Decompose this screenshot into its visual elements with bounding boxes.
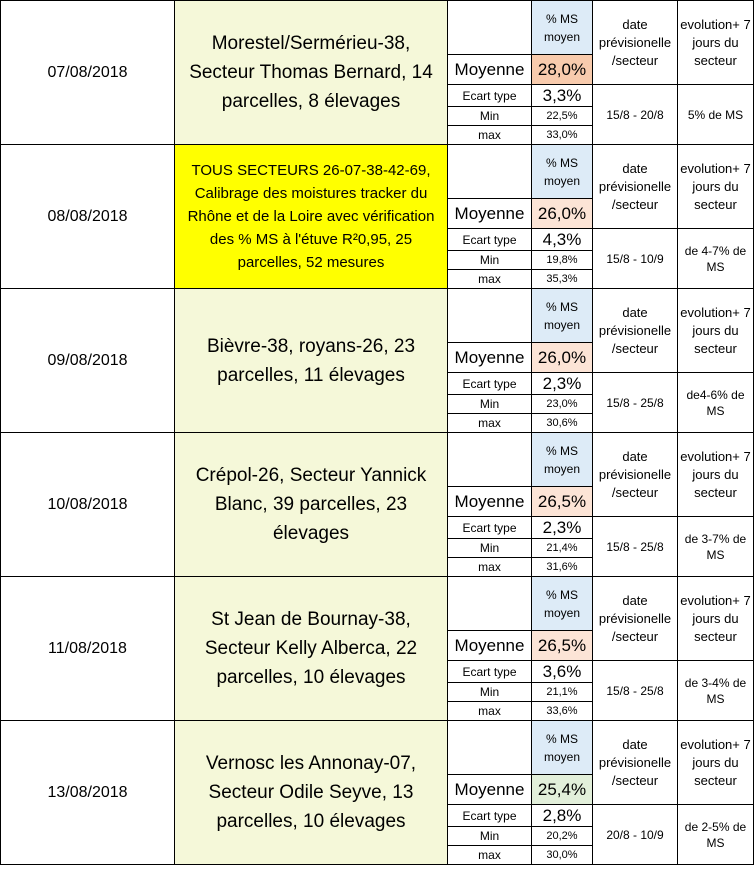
row-date-range: 15/8 - 20/8: [593, 85, 678, 145]
label-ecart-type: Ecart type: [448, 373, 532, 395]
label-max: max: [448, 702, 532, 721]
value-min: 19,8%: [532, 251, 593, 270]
row-date: 07/08/2018: [1, 1, 175, 145]
empty-cell: [448, 721, 532, 775]
value-max: 35,3%: [532, 270, 593, 289]
header-evolution: evolution+ 7 jours du secteur: [678, 577, 754, 661]
label-min: Min: [448, 683, 532, 702]
empty-cell: [448, 145, 532, 199]
row-description: TOUS SECTEURS 26-07-38-42-69, Calibrage des moistures tracker du Rhône et de la Loire avec vérification des % MS à l'étuve R²0,95, 25 parcelles, 52 mesures: [175, 145, 448, 289]
label-min: Min: [448, 395, 532, 414]
value-moyenne: 26,0%: [532, 343, 593, 373]
label-ecart-type: Ecart type: [448, 805, 532, 827]
table-row: [1, 433, 754, 487]
label-moyenne: Moyenne: [448, 55, 532, 85]
row-evolution: de 4-7% de MS: [678, 229, 754, 289]
value-max: 30,0%: [532, 846, 593, 865]
empty-cell: [448, 1, 532, 55]
row-date-range: 15/8 - 25/8: [593, 661, 678, 721]
header-date-prev: date prévisionelle /secteur: [593, 721, 678, 805]
value-ecart-type: 2,3%: [532, 517, 593, 539]
header-evolution: evolution+ 7 jours du secteur: [678, 1, 754, 85]
label-ecart-type: Ecart type: [448, 85, 532, 107]
table-row: [1, 577, 754, 631]
value-min: 21,1%: [532, 683, 593, 702]
value-max: 31,6%: [532, 558, 593, 577]
header-pct-ms: % MS moyen: [532, 577, 593, 631]
row-evolution: de4-6% de MS: [678, 373, 754, 433]
header-date-prev: date prévisionelle /secteur: [593, 289, 678, 373]
row-description: Morestel/Sermérieu-38, Secteur Thomas Bernard, 14 parcelles, 8 élevages: [175, 1, 448, 145]
row-evolution: de 2-5% de MS: [678, 805, 754, 865]
value-moyenne: 26,5%: [532, 631, 593, 661]
row-date: 10/08/2018: [1, 433, 175, 577]
row-evolution: de 3-7% de MS: [678, 517, 754, 577]
row-description: St Jean de Bournay-38, Secteur Kelly Alberca, 22 parcelles, 10 élevages: [175, 577, 448, 721]
header-evolution: evolution+ 7 jours du secteur: [678, 145, 754, 229]
value-max: 33,6%: [532, 702, 593, 721]
table-row: [1, 1, 754, 55]
value-min: 23,0%: [532, 395, 593, 414]
label-min: Min: [448, 539, 532, 558]
value-moyenne: 28,0%: [532, 55, 593, 85]
label-max: max: [448, 126, 532, 145]
header-pct-ms: % MS moyen: [532, 433, 593, 487]
label-max: max: [448, 414, 532, 433]
label-ecart-type: Ecart type: [448, 229, 532, 251]
row-date-range: 15/8 - 10/9: [593, 229, 678, 289]
header-pct-ms: % MS moyen: [532, 721, 593, 775]
value-moyenne: 25,4%: [532, 775, 593, 805]
value-min: 21,4%: [532, 539, 593, 558]
table-body: [1, 1, 754, 865]
label-ecart-type: Ecart type: [448, 517, 532, 539]
table-row: [1, 145, 754, 199]
label-max: max: [448, 558, 532, 577]
row-date-range: 15/8 - 25/8: [593, 517, 678, 577]
value-ecart-type: 3,3%: [532, 85, 593, 107]
table-row: [1, 721, 754, 775]
row-evolution: de 3-4% de MS: [678, 661, 754, 721]
row-date: 08/08/2018: [1, 145, 175, 289]
value-ecart-type: 2,8%: [532, 805, 593, 827]
header-evolution: evolution+ 7 jours du secteur: [678, 289, 754, 373]
label-moyenne: Moyenne: [448, 631, 532, 661]
row-date: 11/08/2018: [1, 577, 175, 721]
row-date-range: 15/8 - 25/8: [593, 373, 678, 433]
empty-cell: [448, 289, 532, 343]
header-date-prev: date prévisionelle /secteur: [593, 577, 678, 661]
row-date-range: 20/8 - 10/9: [593, 805, 678, 865]
value-max: 33,0%: [532, 126, 593, 145]
header-date-prev: date prévisionelle /secteur: [593, 145, 678, 229]
header-pct-ms: % MS moyen: [532, 289, 593, 343]
value-ecart-type: 2,3%: [532, 373, 593, 395]
header-date-prev: date prévisionelle /secteur: [593, 433, 678, 517]
value-ecart-type: 4,3%: [532, 229, 593, 251]
label-moyenne: Moyenne: [448, 343, 532, 373]
row-description: Crépol-26, Secteur Yannick Blanc, 39 parcelles, 23 élevages: [175, 433, 448, 577]
label-max: max: [448, 846, 532, 865]
label-min: Min: [448, 251, 532, 270]
row-description: Bièvre-38, royans-26, 23 parcelles, 11 élevages: [175, 289, 448, 433]
header-date-prev: date prévisionelle /secteur: [593, 1, 678, 85]
label-moyenne: Moyenne: [448, 487, 532, 517]
row-date: 13/08/2018: [1, 721, 175, 865]
header-evolution: evolution+ 7 jours du secteur: [678, 433, 754, 517]
value-ecart-type: 3,6%: [532, 661, 593, 683]
table-row: [1, 289, 754, 343]
row-evolution: 5% de MS: [678, 85, 754, 145]
empty-cell: [448, 433, 532, 487]
value-moyenne: 26,5%: [532, 487, 593, 517]
value-max: 30,6%: [532, 414, 593, 433]
row-description: Vernosc les Annonay-07, Secteur Odile Seyve, 13 parcelles, 10 élevages: [175, 721, 448, 865]
header-evolution: evolution+ 7 jours du secteur: [678, 721, 754, 805]
header-pct-ms: % MS moyen: [532, 145, 593, 199]
label-ecart-type: Ecart type: [448, 661, 532, 683]
label-min: Min: [448, 107, 532, 126]
header-pct-ms: % MS moyen: [532, 1, 593, 55]
value-min: 20,2%: [532, 827, 593, 846]
label-moyenne: Moyenne: [448, 775, 532, 805]
label-moyenne: Moyenne: [448, 199, 532, 229]
row-date: 09/08/2018: [1, 289, 175, 433]
empty-cell: [448, 577, 532, 631]
label-min: Min: [448, 827, 532, 846]
label-max: max: [448, 270, 532, 289]
value-moyenne: 26,0%: [532, 199, 593, 229]
value-min: 22,5%: [532, 107, 593, 126]
